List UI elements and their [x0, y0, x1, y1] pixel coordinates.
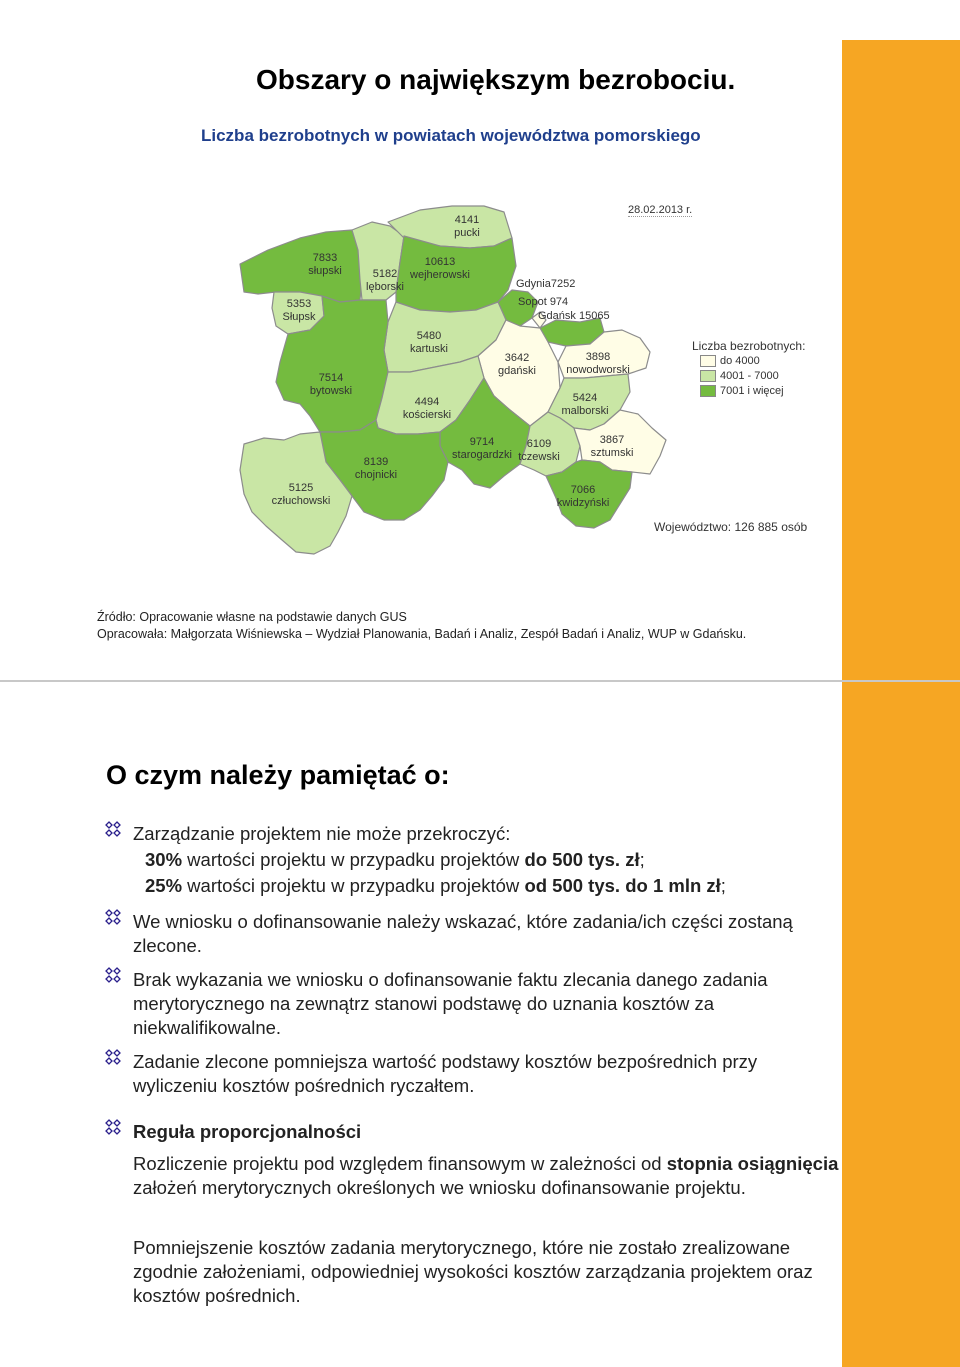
- legend-item-1: do 4000: [700, 355, 760, 367]
- orange-side-bar-2: [842, 684, 960, 1367]
- label-tczewski: 6109 tczewski: [518, 438, 560, 463]
- label-kartuski: 5480 kartuski: [410, 330, 448, 355]
- legend-item-2: 4001 - 7000: [700, 370, 779, 382]
- bullet-4-text: Zadanie zlecone pomniejsza wartość podstawy kosztów bezpośrednich przy wyliczeniu kosztów pośrednich ryczałtem.: [133, 1051, 758, 1096]
- author-note: Opracowała: Małgorzata Wiśniewska – Wydział Planowania, Badań i Analiz, Zespół Badań i Analiz, WUP w Gdańsku.: [97, 627, 747, 641]
- legend-swatch-1: [700, 355, 716, 367]
- label-slupsk: 5353 Słupsk: [282, 298, 316, 323]
- bullet-1-sub-2: 25% wartości projektu w przypadku projektów od 500 tys. do 1 mln zł;: [145, 875, 726, 896]
- legend-title: Liczba bezrobotnych:: [692, 339, 806, 353]
- proportionality-paragraph-2: Pomniejszenie kosztów zadania merytorycznego, które nie zostało zrealizowane zgodnie założeniami, odpowiedniej wysokości kosztów zarządzania projektem oraz kosztów pośrednich.: [133, 1237, 813, 1306]
- slide-2-heading: O czym należy pamiętać o:: [106, 760, 450, 790]
- label-malborski: 5424 malborski: [561, 392, 609, 417]
- label-gdanski: 3642 gdański: [498, 352, 536, 377]
- slide-2: [0, 684, 960, 1367]
- bullet-3-text: Brak wykazania we wniosku o dofinansowanie faktu zlecania danego zadania merytorycznego na zewnątrz stanowi podstawę do uznania kosztów za niekwalifikowalne.: [133, 969, 768, 1038]
- orange-side-bar: [842, 40, 960, 685]
- label-kwidzynski: 7066 kwidzyński: [556, 484, 610, 509]
- legend-item-3: 7001 i więcej: [700, 385, 784, 397]
- legend-swatch-2: [700, 370, 716, 382]
- diamond-bullet-icon: [104, 967, 124, 983]
- legend-swatch-3: [700, 385, 716, 397]
- diamond-bullet-icon: [104, 821, 124, 837]
- label-czluchowski: 5125 człuchowski: [271, 482, 331, 507]
- label-nowodworski: 3898 nowodworski: [566, 351, 630, 376]
- page-divider: [0, 680, 960, 682]
- label-sztumski: 3867 sztumski: [590, 434, 634, 459]
- bullet-2-text: We wniosku o dofinansowanie należy wskazać, które zadania/ich części zostaną zlecone.: [133, 911, 793, 956]
- bullet-5-title: Reguła proporcjonalności: [133, 1121, 362, 1142]
- total-unemployed: Województwo: 126 885 osób: [654, 520, 808, 534]
- bullet-1-sub-1: 30% wartości projektu w przypadku projektów do 500 tys. zł;: [145, 849, 645, 870]
- slide-1-title: Obszary o największym bezrobociu.: [256, 64, 736, 95]
- label-gdansk: Gdańsk 15065: [538, 310, 610, 322]
- label-bytowski: 7514 bytowski: [309, 372, 353, 397]
- slide-1-subtitle: Liczba bezrobotnych w powiatach województwa pomorskiego: [201, 126, 701, 145]
- bullet-1-text: Zarządzanie projektem nie może przekroczyć:: [133, 823, 511, 844]
- label-sopot: Sopot 974: [518, 296, 569, 308]
- label-slupski: 7833 słupski: [308, 252, 342, 277]
- slide-1: [0, 0, 960, 680]
- label-starogardzki: 9714 starogardzki: [452, 436, 512, 461]
- label-gdynia: Gdynia7252: [516, 278, 576, 290]
- label-koscierski: 4494 kościerski: [402, 396, 452, 421]
- source-note: Źródło: Opracowanie własne na podstawie danych GUS: [97, 610, 407, 624]
- label-chojnicki: 8139 chojnicki: [354, 456, 398, 481]
- label-pucki: 4141 pucki: [454, 214, 480, 239]
- diamond-bullet-icon: [104, 1049, 124, 1065]
- proportionality-paragraph-1: Rozliczenie projektu pod względem finansowym w zależności od stopnia osiągnięcia założeń merytorycznych określonych we wniosku dofinansowanie projektu.: [133, 1153, 839, 1198]
- diamond-bullet-icon: [104, 1119, 124, 1135]
- map-date: 28.02.2013 r.: [628, 204, 693, 216]
- diamond-bullet-icon: [104, 909, 124, 925]
- label-leborski: 5182 lęborski: [366, 268, 404, 293]
- label-wejherowski: 10613 wejherowski: [410, 256, 470, 281]
